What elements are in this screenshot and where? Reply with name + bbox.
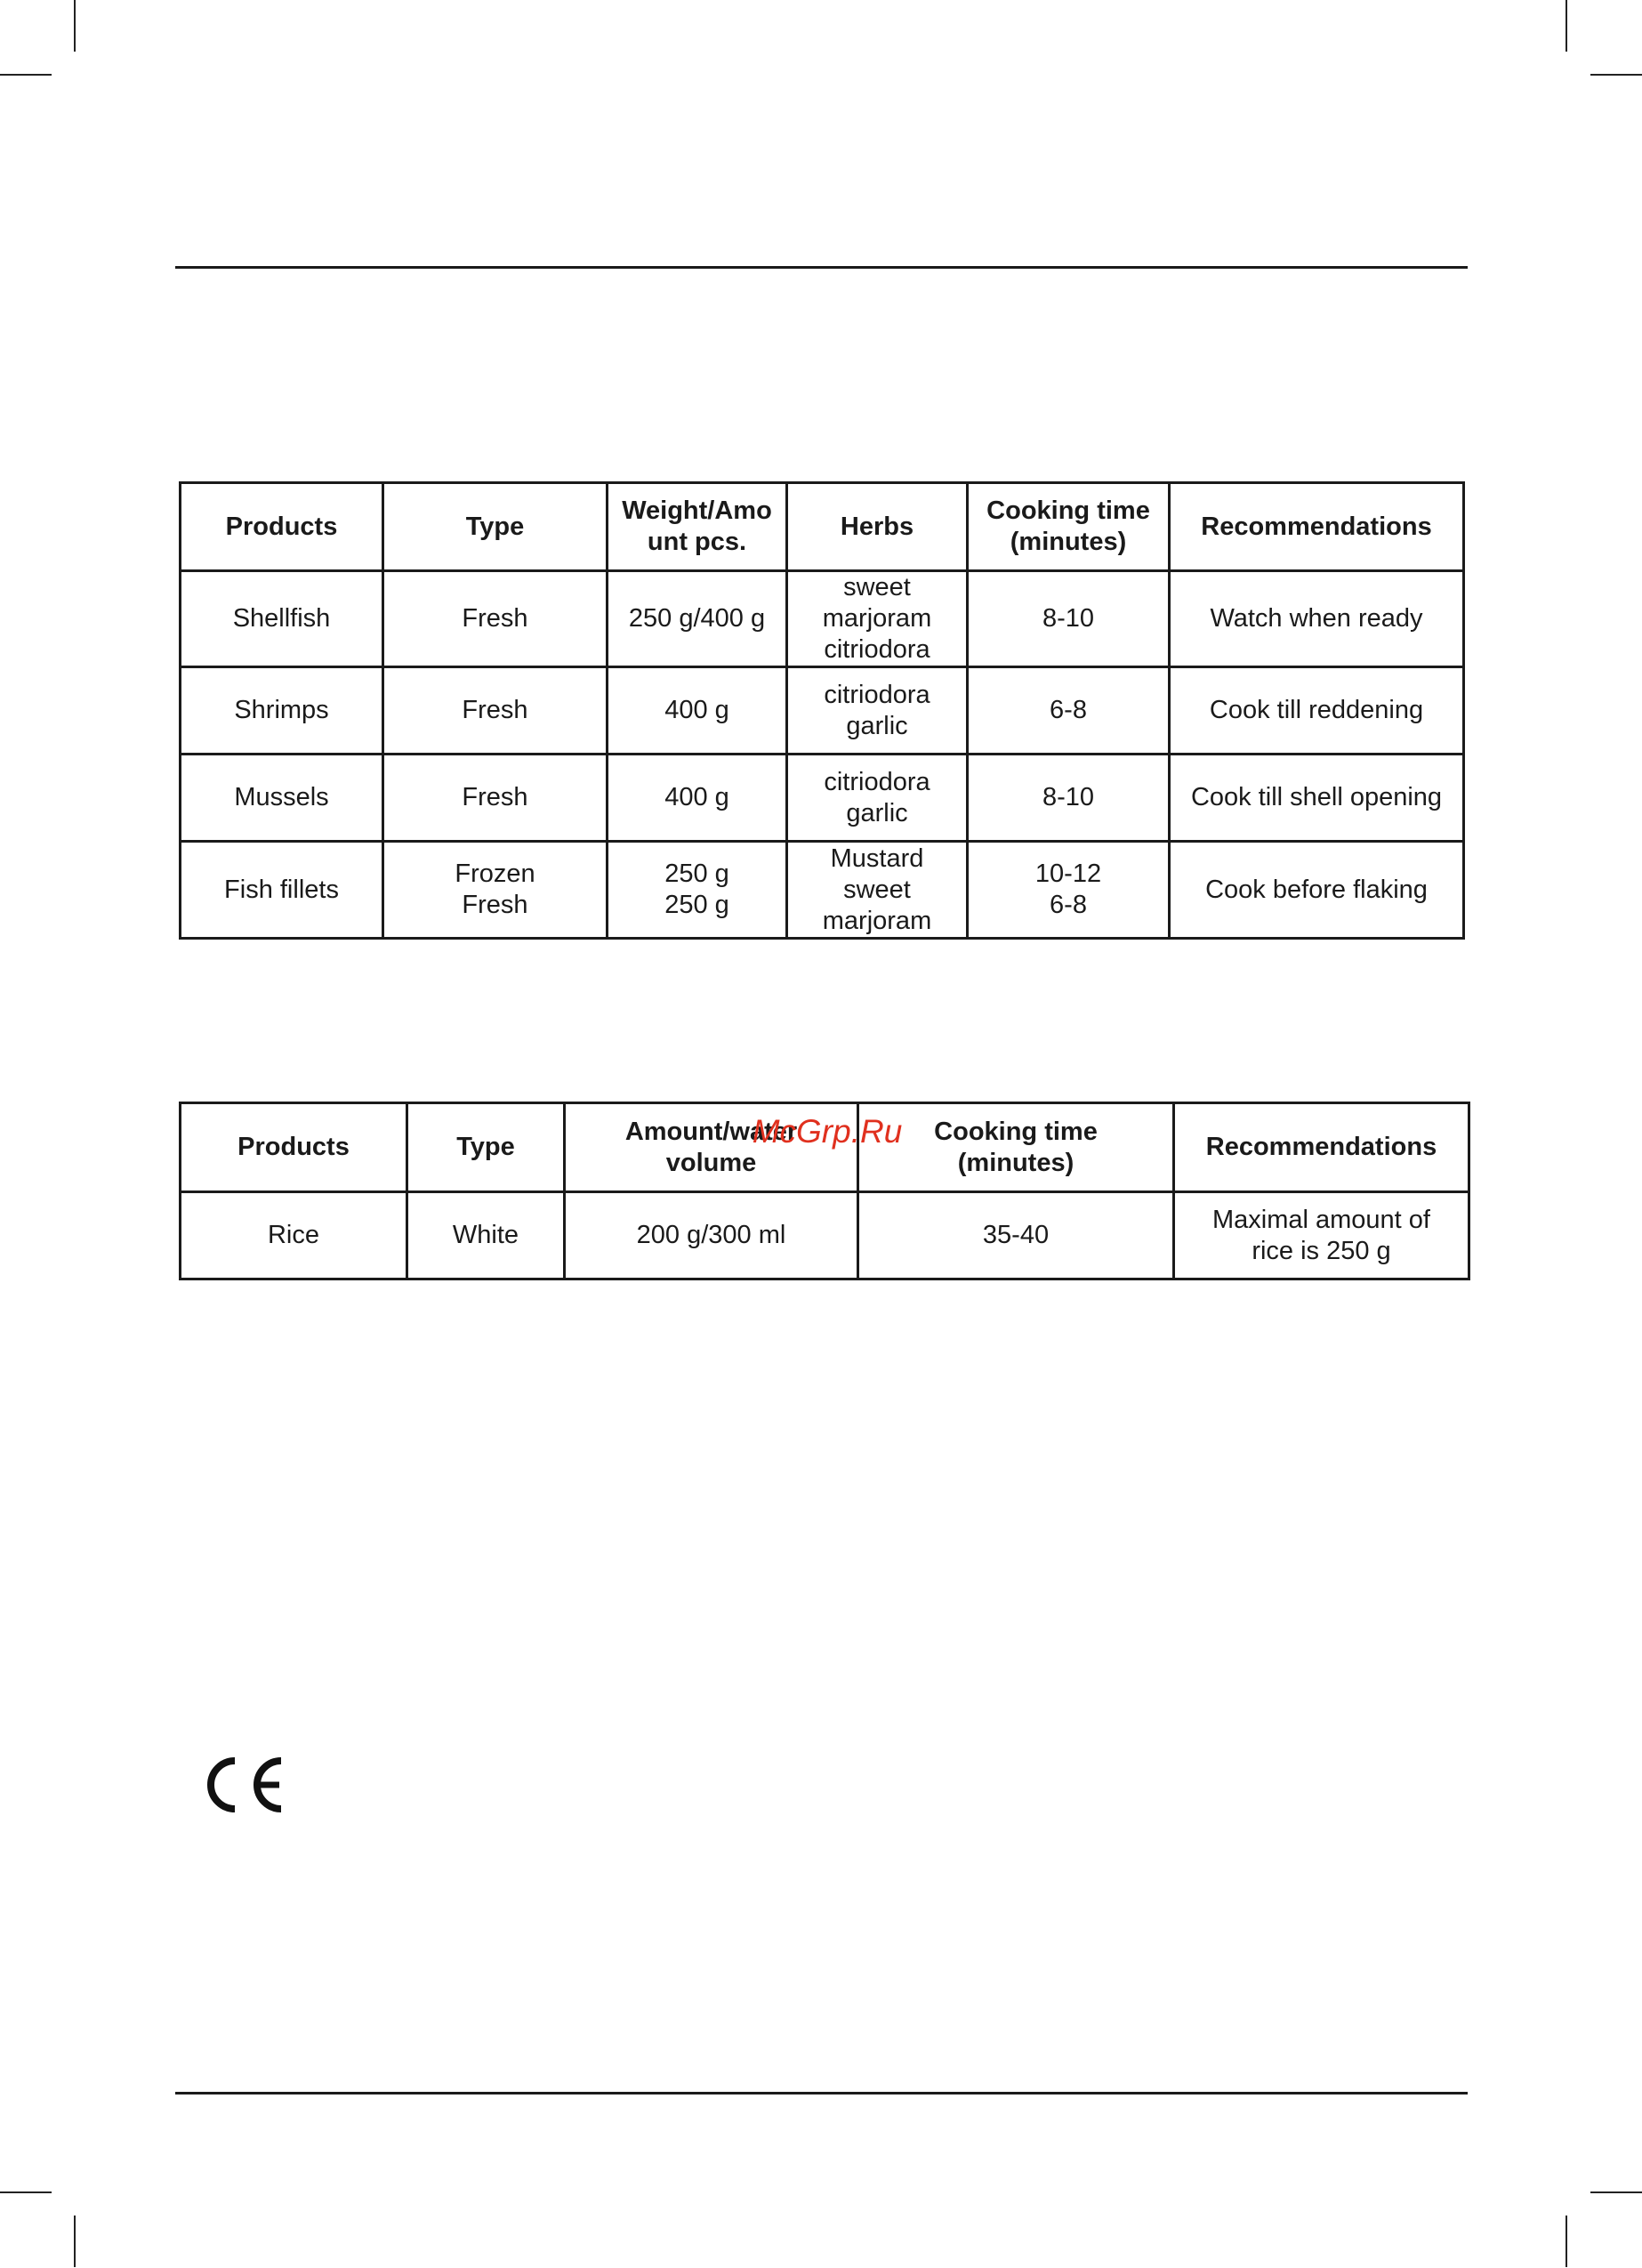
cell-type: White	[407, 1192, 565, 1279]
header-cooking-time: Cooking time (minutes)	[858, 1103, 1174, 1192]
cell-cooking-time: 8-10	[968, 571, 1170, 667]
cell-recommendation: Watch when ready	[1170, 571, 1464, 667]
watermark: McGrp.Ru	[752, 1113, 903, 1150]
cell-cooking-time: 6-8	[968, 667, 1170, 755]
cell-cooking-time: 10-12 6-8	[968, 842, 1170, 939]
header-products: Products	[181, 1103, 407, 1192]
header-amount-water: Amount/water volume	[565, 1103, 858, 1192]
crop-mark	[1566, 0, 1567, 52]
cell-herbs: sweet marjoram citriodora	[787, 571, 968, 667]
cell-product: Shellfish	[181, 571, 383, 667]
cell-recommendation: Cook till reddening	[1170, 667, 1464, 755]
crop-mark	[1566, 2216, 1567, 2267]
crop-mark	[0, 74, 52, 76]
crop-mark	[1590, 74, 1642, 76]
cell-herbs: citriodora garlic	[787, 755, 968, 842]
cell-type: Fresh	[383, 667, 608, 755]
header-weight-amount: Weight/Amo unt pcs.	[608, 483, 787, 571]
cell-product: Rice	[181, 1192, 407, 1279]
header-recommendations: Recommendations	[1170, 483, 1464, 571]
table-row	[181, 755, 1464, 842]
header-type: Type	[407, 1103, 565, 1192]
cell-type: Fresh	[383, 571, 608, 667]
cell-type: Frozen Fresh	[383, 842, 608, 939]
cell-cooking-time: 8-10	[968, 755, 1170, 842]
cell-weight: 400 g	[608, 755, 787, 842]
cell-weight: 400 g	[608, 667, 787, 755]
cell-recommendation: Cook till shell opening	[1170, 755, 1464, 842]
cell-recommendation: Cook before flaking	[1170, 842, 1464, 939]
crop-mark	[0, 2191, 52, 2193]
crop-mark	[74, 2216, 76, 2267]
cell-product: Fish fillets	[181, 842, 383, 939]
ce-mark-icon	[205, 1754, 286, 1816]
crop-mark	[1590, 2191, 1642, 2193]
cell-herbs: Mustard sweet marjoram	[787, 842, 968, 939]
cell-herbs: citriodora garlic	[787, 667, 968, 755]
cell-amount: 200 g/300 ml	[565, 1192, 858, 1279]
header-recommendations: Recommendations	[1174, 1103, 1469, 1192]
cell-cooking-time: 35-40	[858, 1192, 1174, 1279]
cell-product: Mussels	[181, 755, 383, 842]
table-row	[181, 667, 1464, 755]
table-row	[181, 1192, 1469, 1279]
table-header-row	[181, 483, 1464, 571]
header-products: Products	[181, 483, 383, 571]
crop-mark	[74, 0, 76, 52]
table-row	[181, 842, 1464, 939]
cell-weight: 250 g/400 g	[608, 571, 787, 667]
header-type: Type	[383, 483, 608, 571]
cell-product: Shrimps	[181, 667, 383, 755]
cell-type: Fresh	[383, 755, 608, 842]
cell-weight: 250 g 250 g	[608, 842, 787, 939]
header-rule	[175, 266, 1468, 269]
cell-recommendation: Maximal amount of rice is 250 g	[1174, 1192, 1469, 1279]
seafood-cooking-table	[179, 481, 1465, 940]
header-cooking-time: Cooking time (minutes)	[968, 483, 1170, 571]
header-herbs: Herbs	[787, 483, 968, 571]
footer-rule	[175, 2092, 1468, 2094]
table-row	[181, 571, 1464, 667]
